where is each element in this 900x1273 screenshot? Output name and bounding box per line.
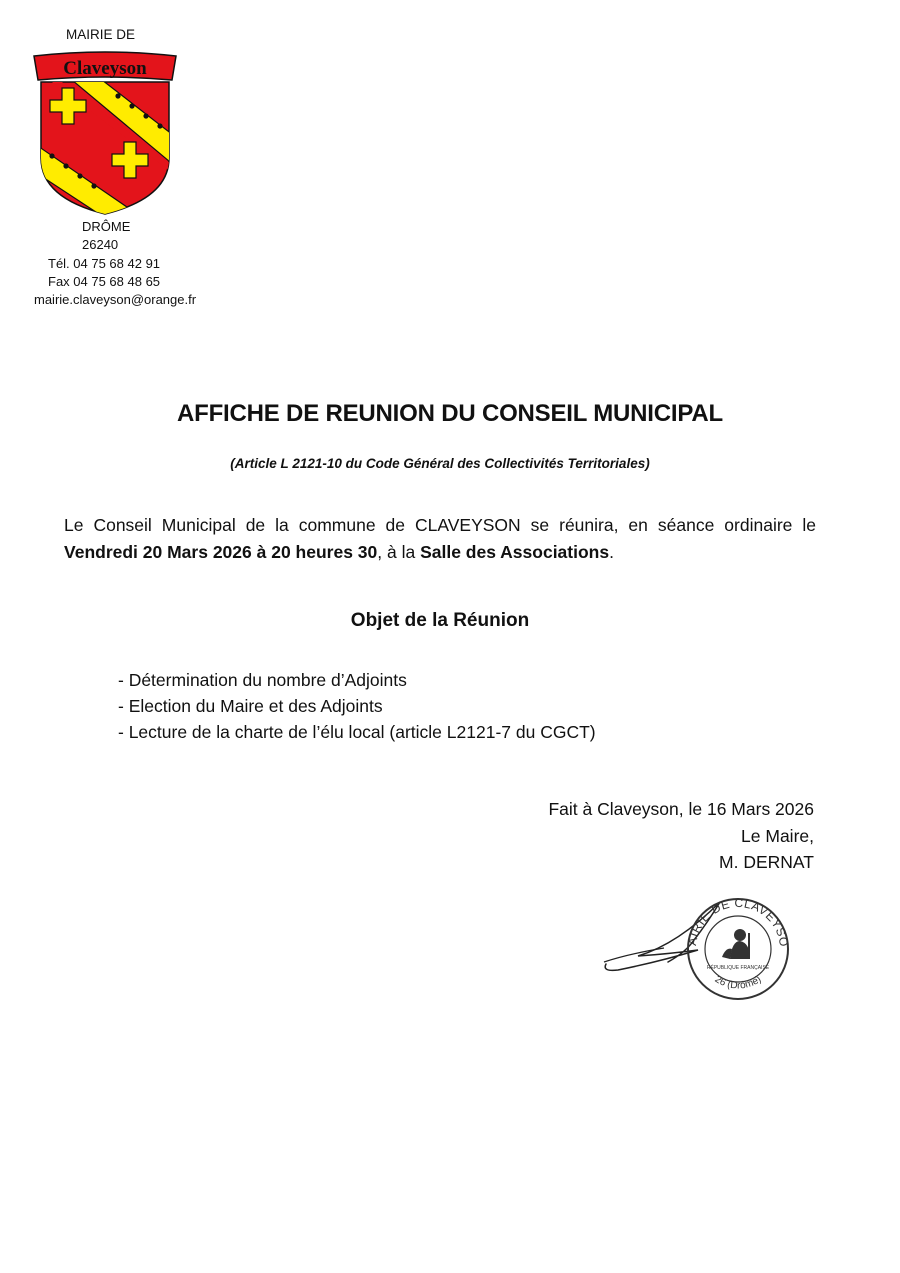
signatory-name: M. DERNAT <box>719 852 814 872</box>
announcement-end: . <box>609 542 614 562</box>
agenda-item: - Détermination du nombre d’Adjoints <box>118 670 407 690</box>
meeting-place: Salle des Associations <box>420 542 610 562</box>
signatory-role: Le Maire, <box>741 825 814 846</box>
svg-text:26 (Drôme) <box>713 974 764 992</box>
stamp-ring-text: AIRIE DE CLAVEYSO <box>685 895 792 948</box>
announcement-sep: , à la <box>377 542 416 562</box>
commune-name: Claveyson <box>63 58 147 79</box>
stamp-inner-text: RÉPUBLIQUE FRANÇAISE <box>706 965 770 971</box>
legal-reference: (Article L 2121-10 du Code Général des Collectivités Territoriales) <box>230 456 650 471</box>
stamp-bottom-text: 26 (Drôme) <box>712 973 764 992</box>
telephone: Tél. 04 75 68 42 91 <box>48 256 161 271</box>
agenda-item: - Lecture de la charte de l’élu local (article L2121-7 du CGCT) <box>118 722 596 742</box>
signature-block <box>548 796 814 876</box>
postal-code: 26240 <box>82 237 119 252</box>
mairie-label: MAIRIE DE <box>66 27 136 42</box>
email: mairie.claveyson@orange.fr <box>34 292 197 307</box>
meeting-announcement <box>64 512 816 566</box>
official-stamp <box>682 893 794 1001</box>
department: DRÔME <box>82 219 131 234</box>
place-date: Fait à Claveyson, le 16 Mars 2026 <box>548 799 814 819</box>
agenda-item: - Election du Maire et des Adjoints <box>118 696 383 716</box>
agenda-list <box>118 667 596 745</box>
page-title: AFFICHE DE REUNION DU CONSEIL MUNICIPAL <box>177 400 723 427</box>
meeting-date: Vendredi 20 Mars 2026 à 20 heures 30 <box>64 542 378 562</box>
announcement-text: Le Conseil Municipal de la commune de CLAVEYSON se réunira, en séance ordinaire le <box>64 515 816 535</box>
section-title: Objet de la Réunion <box>350 610 530 631</box>
coat-of-arms <box>32 50 178 216</box>
fax: Fax 04 75 68 48 65 <box>48 274 161 289</box>
